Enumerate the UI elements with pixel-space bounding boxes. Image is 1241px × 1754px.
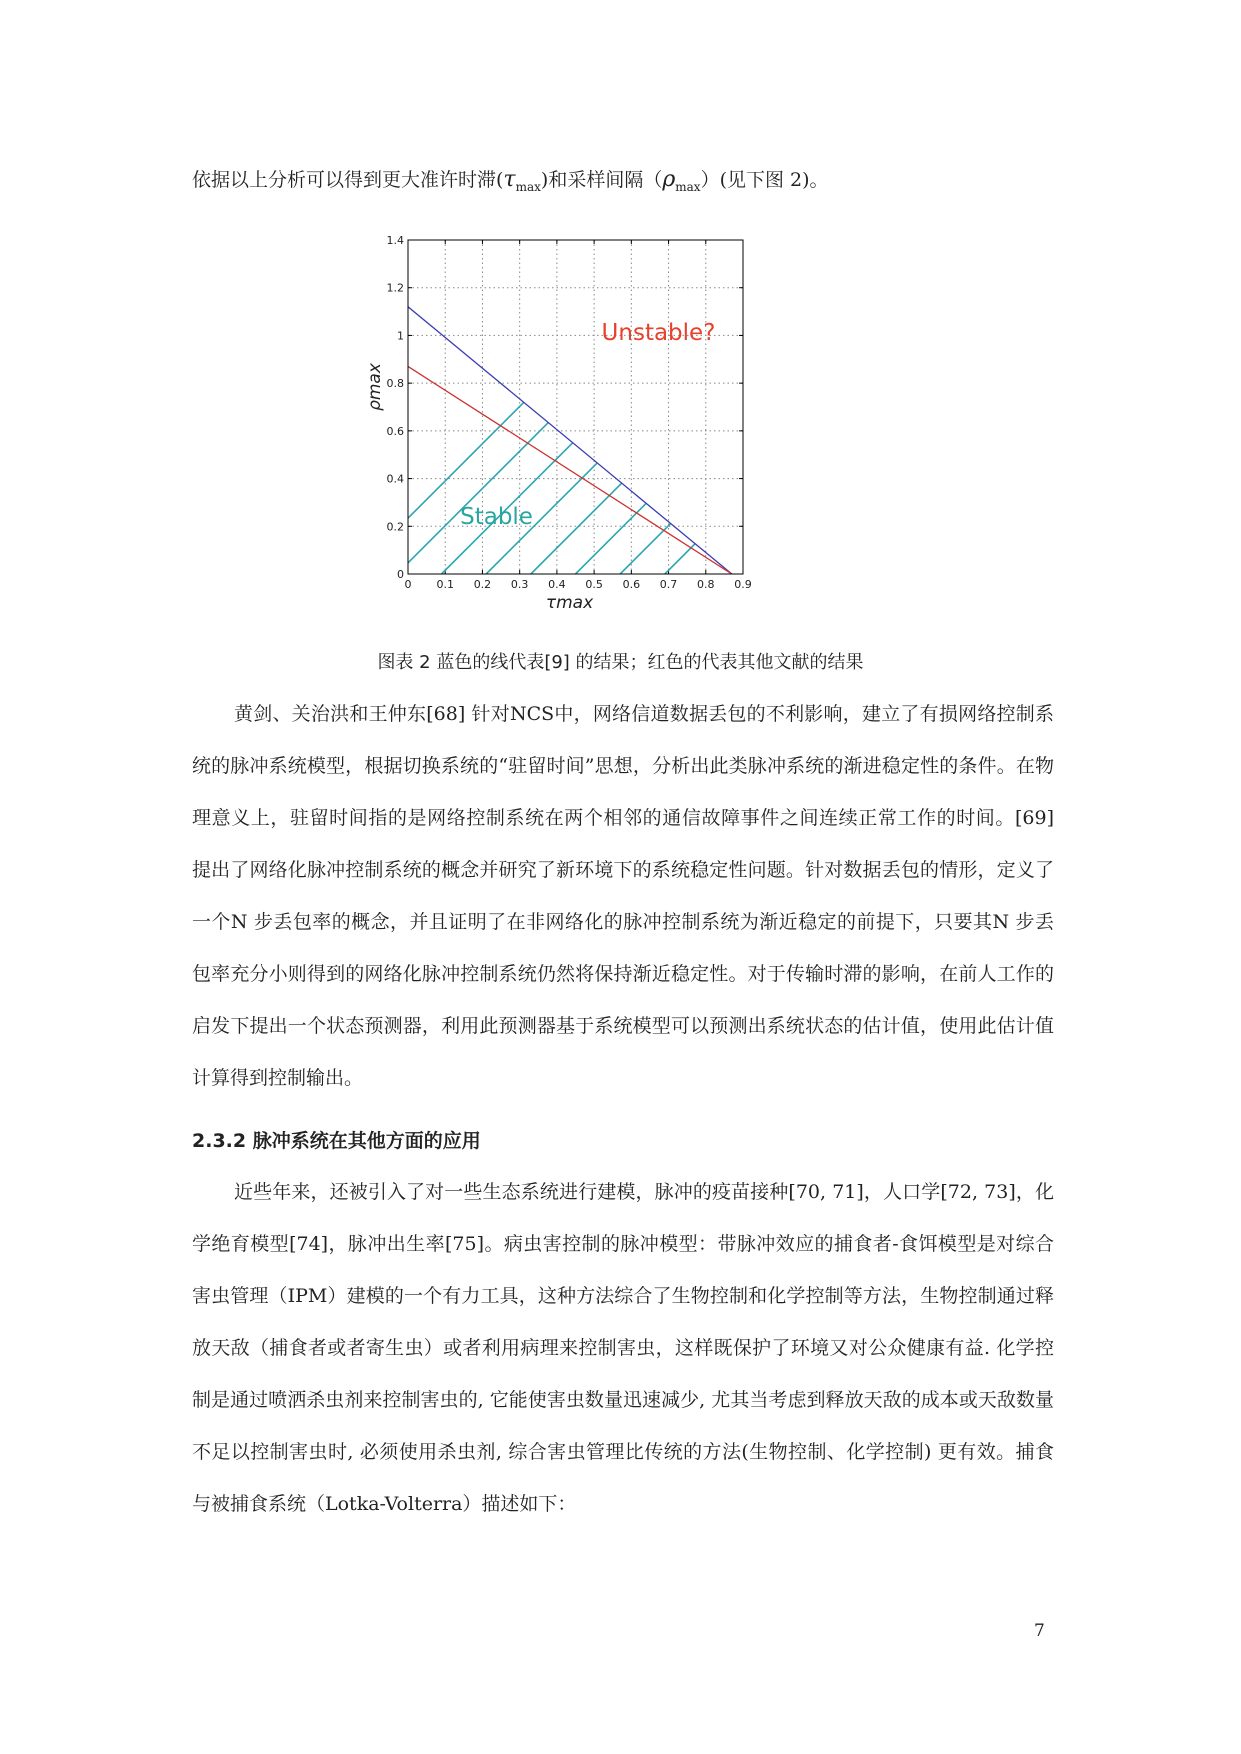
x-tick-label: 0.7 xyxy=(659,578,678,591)
y-tick-label: 1 xyxy=(397,329,404,343)
tau-symbol: τ xyxy=(503,167,516,192)
x-tick-label: 0.3 xyxy=(510,578,529,591)
paragraph-ncs xyxy=(192,688,1054,1104)
rho-subscript: max xyxy=(675,179,701,194)
stable-hatch-line xyxy=(665,228,860,574)
stable-hatch-line xyxy=(620,228,860,574)
intro-line xyxy=(192,165,1072,202)
x-tick-label: 0.5 xyxy=(585,578,603,591)
y-tick-label: 0.2 xyxy=(386,520,404,534)
y-tick-label: 1.2 xyxy=(386,281,404,295)
stability-region-chart xyxy=(360,228,860,626)
stable-hatch-line xyxy=(360,228,752,574)
stable-hatch-line xyxy=(486,228,860,574)
stable-hatch-line xyxy=(531,228,860,574)
x-axis-label: τmax xyxy=(545,593,594,613)
y-tick-label: 0 xyxy=(397,568,404,581)
x-tick-label: 0.2 xyxy=(473,578,492,591)
stable-hatch-line xyxy=(397,228,797,574)
x-tick-label: 0.8 xyxy=(697,578,715,591)
x-tick-label: 0 xyxy=(404,578,412,591)
stable-hatch-line xyxy=(576,228,861,574)
intro-text-after: ）(见下图 2)。 xyxy=(700,169,829,191)
intro-text-middle: )和采样间隔（ xyxy=(540,169,663,191)
x-tick-label: 0.1 xyxy=(436,578,454,591)
stable-hatch-group xyxy=(360,228,860,574)
paragraph-applications xyxy=(192,1166,1054,1530)
y-tick-label: 0.4 xyxy=(386,472,404,486)
tau-subscript: max xyxy=(515,179,541,194)
x-tick-label: 0.9 xyxy=(734,578,752,591)
rho-symbol: ρ xyxy=(662,167,676,192)
y-tick-label: 0.8 xyxy=(386,377,404,391)
unstable-annotation: Unstable? xyxy=(601,320,716,347)
stable-annotation: Stable xyxy=(460,503,533,530)
section-heading: 2.3.2 脉冲系统在其他方面的应用 xyxy=(192,1130,481,1152)
x-tick-label: 0.4 xyxy=(548,578,566,591)
y-axis-label: ρmax xyxy=(365,363,385,411)
page-number: 7 xyxy=(1034,1621,1045,1641)
paragraph-applications-text: 近些年来，还被引入了对一些生态系统进行建模，脉冲的疫苗接种[70, 71]，人口学[72, 73]，化学绝育模型[74]，脉冲出生率[75]。病虫害控制的脉冲模型：带脉冲效应的捕食者-食饵模型是对综合害虫管理（IPM）建模的一个有力工具，这种方法综合了生物控制和化学控制等方法，生物控制通过释放天敌（捕食者或者寄生虫）或者利用病理来控制害虫，这样既保护了环境又对公众健康有益. 化学控制是通过喷洒杀虫剂来控制害虫的, 它能使害虫数量迅速减少, 尤其当考虑到释放天敌的成本或天敌数量不足以控制害虫时, 必须使用杀虫剂, 综合害虫管理比传统的方法(生物控制、化学控制) 更有效。捕食与被捕食系统（Lotka-Volterra）描述如下： xyxy=(192,1181,1054,1515)
x-tick-label: 0.6 xyxy=(622,578,641,591)
plot-frame xyxy=(408,240,743,574)
y-tick-label: 0.6 xyxy=(386,424,404,438)
y-tick-label: 1.4 xyxy=(386,234,404,247)
intro-text-before: 依据以上分析可以得到更大准许时滞( xyxy=(192,169,504,191)
paragraph-ncs-text: 黄剑、关治洪和王仲东[68] 针对NCS中，网络信道数据丢包的不利影响，建立了有损网络控制系统的脉冲系统模型，根据切换系统的“驻留时间”思想，分析出此类脉冲系统的渐进稳定性的条件。在物理意义上，驻留时间指的是网络控制系统在两个相邻的通信故障事件之间连续正常工作的时间。[69] 提出了网络化脉冲控制系统的概念并研究了新环境下的系统稳定性问题。针对数据丢包的情形，定义了一个N 步丢包率的概念，并且证明了在非网络化的脉冲控制系统为渐近稳定的前提下，只要其N 步丢包率充分小则得到的网络化脉冲控制系统仍然将保持渐近稳定性。对于传输时滞的影响，在前人工作的启发下提出一个状态预测器，利用此预测器基于系统模型可以预测出系统状态的估计值，使用此估计值计算得到控制输出。 xyxy=(192,703,1054,1089)
figure-caption: 图表 2 蓝色的线代表[9] 的结果；红色的代表其他文献的结果 xyxy=(377,652,864,673)
